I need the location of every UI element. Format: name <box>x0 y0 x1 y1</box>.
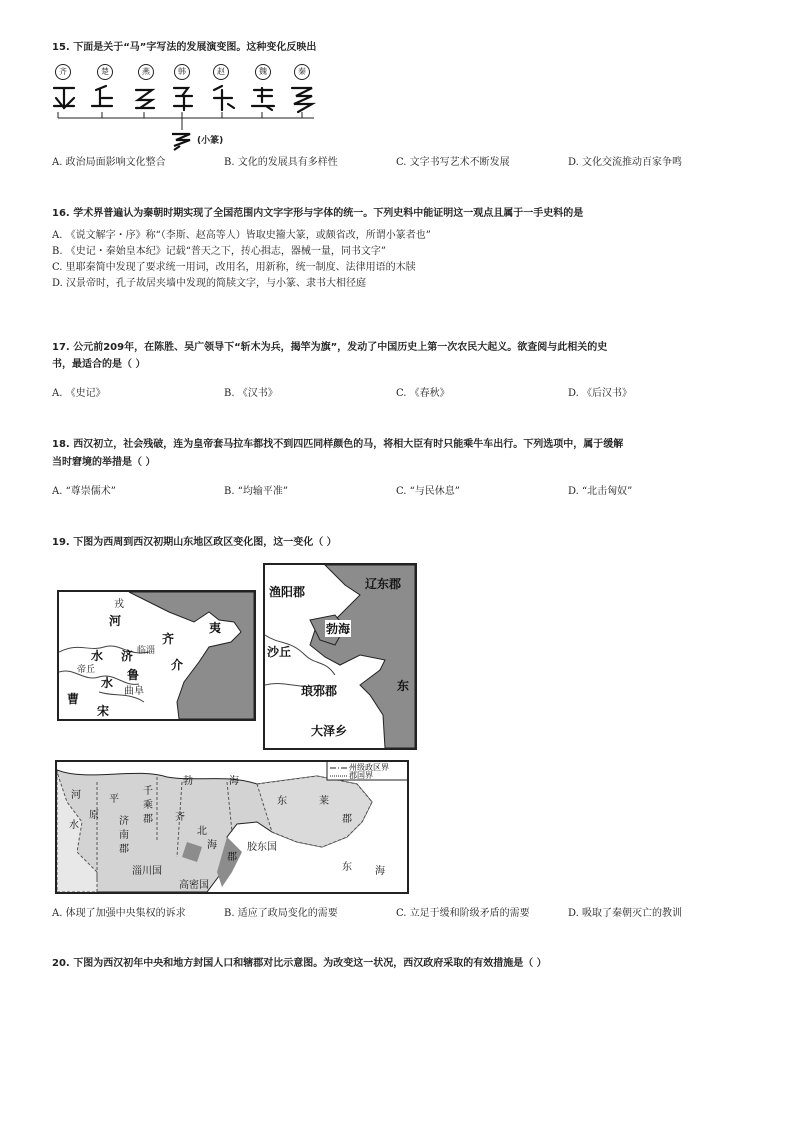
map1-label-lu: 鲁 <box>127 668 140 682</box>
map3-label-dong: 东 <box>277 796 287 807</box>
q19-title: 19. 下图为西周到西汉初期山东地区政区变化图，这一变化（ ） <box>52 537 337 548</box>
q16-option-b[interactable]: B. 《史记・秦始皇本纪》记载“普天之下，抟心揖志，器械一量，同书文字” <box>52 246 386 257</box>
map1-label-qi: 齐 <box>162 632 175 646</box>
q19-option-c[interactable]: C. 立足于缓和阶级矛盾的需要 <box>396 908 530 919</box>
q18-option-a[interactable]: A. “尊崇儒术” <box>52 486 116 497</box>
q15-script-evolution <box>52 60 322 155</box>
map2-label-liaodong: 辽东郡 <box>365 577 402 591</box>
state-seal-wei: 魏 <box>255 64 271 80</box>
map3-label-hai: 海 <box>229 776 239 787</box>
horse-glyphs-icon <box>52 60 322 155</box>
map3-label-jun4: 郡 <box>342 814 352 825</box>
map1-label-yi: 夷 <box>209 621 222 635</box>
map2-label-yuyang: 渔阳郡 <box>269 585 306 599</box>
map2-label-bohai: 勃海 <box>326 622 351 636</box>
q17-title: 17. 公元前209年，在陈胜、吴广领导下“斩木为兵，揭竿为旗”，发动了中国历史上第一次农民大起义。欲查阅与此相关的史 <box>52 342 608 353</box>
q15-option-a[interactable]: A. 政治局面影响文化整合 <box>52 157 166 168</box>
legend-commandery-boundary: 郡国界 <box>349 771 373 780</box>
q17-option-c[interactable]: C. 《春秋》 <box>396 388 450 399</box>
q15-title: 15. 下面是关于“马”字写法的发展演变图。这种变化反映出 <box>52 42 317 53</box>
map3-label-shui: 水 <box>69 820 79 831</box>
q15-option-c[interactable]: C. 文字书写艺术不断发展 <box>396 157 510 168</box>
map3-label-dong2: 东 <box>342 862 352 873</box>
map3-label-jun3: 郡 <box>227 852 237 863</box>
map1-label-song: 宋 <box>97 704 110 718</box>
q19-option-a[interactable]: A. 体现了加强中央集权的诉求 <box>52 908 186 919</box>
q18-title: 18. 西汉初立，社会残破，连为皇帝套马拉车都找不到四匹同样颜色的马，将相大臣有时只能乘牛车出行。下列选项中，属于缓解 <box>52 439 624 450</box>
q20-title: 20. 下图为西汉初年中央和地方封国人口和辖郡对比示意图。为改变这一状况，西汉政府采取的有效措施是（ ） <box>52 958 547 969</box>
map3-label-yuan: 原 <box>89 810 99 821</box>
map1-label-shui2: 水 <box>101 676 114 690</box>
q16-options <box>52 228 752 292</box>
q15-option-d[interactable]: D. 文化交流推动百家争鸣 <box>568 157 683 168</box>
map-western-han <box>55 760 409 894</box>
map3-label-qian: 千 <box>143 786 153 797</box>
q17-title-cont: 书，最适合的是（ ） <box>52 359 146 370</box>
q18-title-cont: 当时窘境的举措是（ ） <box>52 457 156 468</box>
q18-option-b[interactable]: B. “均输平准” <box>224 486 288 497</box>
map3-label-nan: 南 <box>119 830 129 841</box>
map3-label-lai: 莱 <box>319 796 329 807</box>
q18-option-c[interactable]: C. “与民休息” <box>396 486 460 497</box>
map-western-zhou <box>57 590 256 721</box>
map-qin <box>263 563 417 750</box>
map1-label-jie: 介 <box>171 658 184 672</box>
xiaozhuan-label: (小篆) <box>197 136 224 146</box>
state-seal-zhao: 赵 <box>213 64 229 80</box>
q16-option-c[interactable]: C. 里耶秦简中发现了要求统一用词，改用名，用新称，统一制度、法律用语的木牍 <box>52 262 416 273</box>
state-seal-qi: 齐 <box>55 64 71 80</box>
map1-label-diqiu: 帝丘 <box>77 665 96 675</box>
q17-option-a[interactable]: A. 《史记》 <box>52 388 106 399</box>
map3-label-ping: 平 <box>109 794 119 805</box>
map3-label-bo: 勃 <box>183 776 193 787</box>
map2-label-dazexiang: 大泽乡 <box>311 724 348 738</box>
state-seal-han: 韩 <box>174 64 190 80</box>
map3-label-jun1: 郡 <box>143 814 153 825</box>
map3-label-hai2: 海 <box>207 840 217 851</box>
map3-label-bei: 北 <box>197 826 207 837</box>
map3-label-zichuanguo: 淄川国 <box>132 866 162 877</box>
map2-label-langya: 琅邪郡 <box>301 684 338 698</box>
map1-label-cao: 曹 <box>67 692 80 706</box>
map3-label-qi: 齐 <box>175 812 185 823</box>
map1-label-qufu: 曲阜 <box>124 686 144 697</box>
map3-label-hai3: 海 <box>375 866 385 877</box>
map2-label-dong: 东 <box>397 679 410 693</box>
map1-label-linzi: 临淄 <box>137 646 156 656</box>
q17-option-d[interactable]: D. 《后汉书》 <box>568 388 633 399</box>
map3-label-gaomiguo: 高密国 <box>179 880 209 891</box>
map3-label-cheng: 乘 <box>143 800 153 811</box>
map3-label-jun2: 郡 <box>119 844 129 855</box>
map2-label-shaqiu: 沙丘 <box>267 645 292 659</box>
map1-label-ji: 济 <box>121 649 134 663</box>
q19-option-b[interactable]: B. 适应了政局变化的需要 <box>224 908 338 919</box>
map1-label-shui: 水 <box>91 649 104 663</box>
legend-state-boundary: 州级政区界 <box>349 763 389 772</box>
q15-option-b[interactable]: B. 文化的发展具有多样性 <box>224 157 338 168</box>
q17-option-b[interactable]: B. 《汉书》 <box>224 388 278 399</box>
q16-option-a[interactable]: A. 《说文解字・序》称“（李斯、赵高等人）皆取史籀大篆，或颇省改，所谓小篆者也” <box>52 230 431 241</box>
q16-title: 16. 学术界普遍认为秦朝时期实现了全国范围内文字字形与字体的统一。下列史料中能证明这一观点且属于一手史料的是 <box>52 208 584 219</box>
state-seal-qin: 秦 <box>294 64 310 80</box>
map3-label-he: 河 <box>71 790 81 801</box>
q16-option-d[interactable]: D. 汉景帝时，孔子故居夹墙中发现的简牍文字，与小篆、隶书大相径庭 <box>52 278 367 289</box>
state-seal-chu: 楚 <box>97 64 113 80</box>
q19-option-d[interactable]: D. 吸取了秦朝灭亡的教训 <box>568 908 683 919</box>
q18-option-d[interactable]: D. “北击匈奴” <box>568 486 633 497</box>
map1-label-rong: 戎 <box>114 599 124 610</box>
map3-label-ji: 济 <box>119 816 129 827</box>
state-seal-yan: 燕 <box>138 64 154 80</box>
map1-label-he: 河 <box>109 614 122 628</box>
map3-label-jiaodongguo: 胶东国 <box>247 842 277 853</box>
